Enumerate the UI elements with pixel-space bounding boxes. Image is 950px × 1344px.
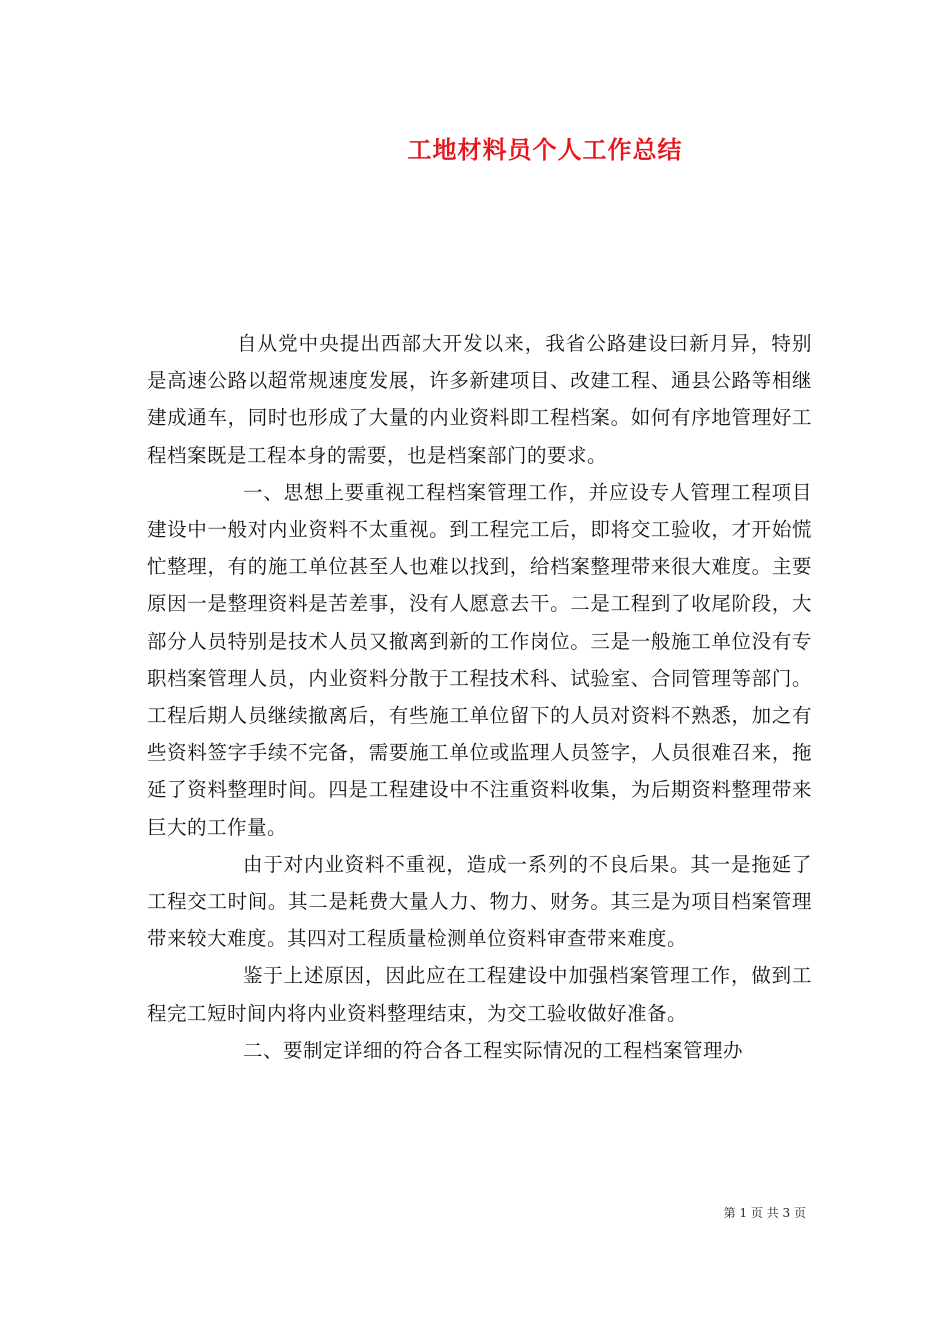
page-number-footer: 第 1 页 共 3 页 [723, 1206, 806, 1220]
document-body [147, 325, 812, 1069]
paragraph-conclusion: 鉴于上述原因，因此应在工程建设中加强档案管理工作，做到工程完工短时间内将内业资料整理结束，为交工验收做好准备。 [147, 964, 812, 1025]
paragraph-section-one: 一、思想上要重视工程档案管理工作，并应设专人管理工程项目建设中一般对内业资料不太重视。到工程完工后，即将交工验收，才开始慌忙整理，有的施工单位甚至人也难以找到，给档案整理带来很大难度。主要原因一是整理资料是苦差事，没有人愿意去干。二是工程到了收尾阶段，大部分人员特别是技术人员又撤离到新的工作岗位。三是一般施工单位没有专职档案管理人员，内业资料分散于工程技术科、试验室、合同管理等部门。工程后期人员继续撤离后，有些施工单位留下的人员对资料不熟悉，加之有些资料签字手续不完备，需要施工单位或监理人员签字，人员很难召来，拖延了资料整理时间。四是工程建设中不注重资料收集，为后期资料整理带来巨大的工作量。 [147, 480, 812, 839]
paragraph-consequences: 由于对内业资料不重视，造成一系列的不良后果。其一是拖延了工程交工时间。其二是耗费大量人力、物力、财务。其三是为项目档案管理带来较大难度。其四对工程质量检测单位资料审查带来难度。 [147, 852, 812, 951]
paragraph-section-two: 二、要制定详细的符合各工程实际情况的工程档案管理办 [243, 1038, 744, 1062]
paragraph-intro: 自从党中央提出西部大开发以来，我省公路建设曰新月异，特别是高速公路以超常规速度发展，许多新建项目、改建工程、通县公路等相继建成通车，同时也形成了大量的内业资料即工程档案。如何有序地管理好工程档案既是工程本身的需要，也是档案部门的要求。 [147, 332, 812, 467]
document-title: 工地材料员个人工作总结 [407, 135, 683, 164]
